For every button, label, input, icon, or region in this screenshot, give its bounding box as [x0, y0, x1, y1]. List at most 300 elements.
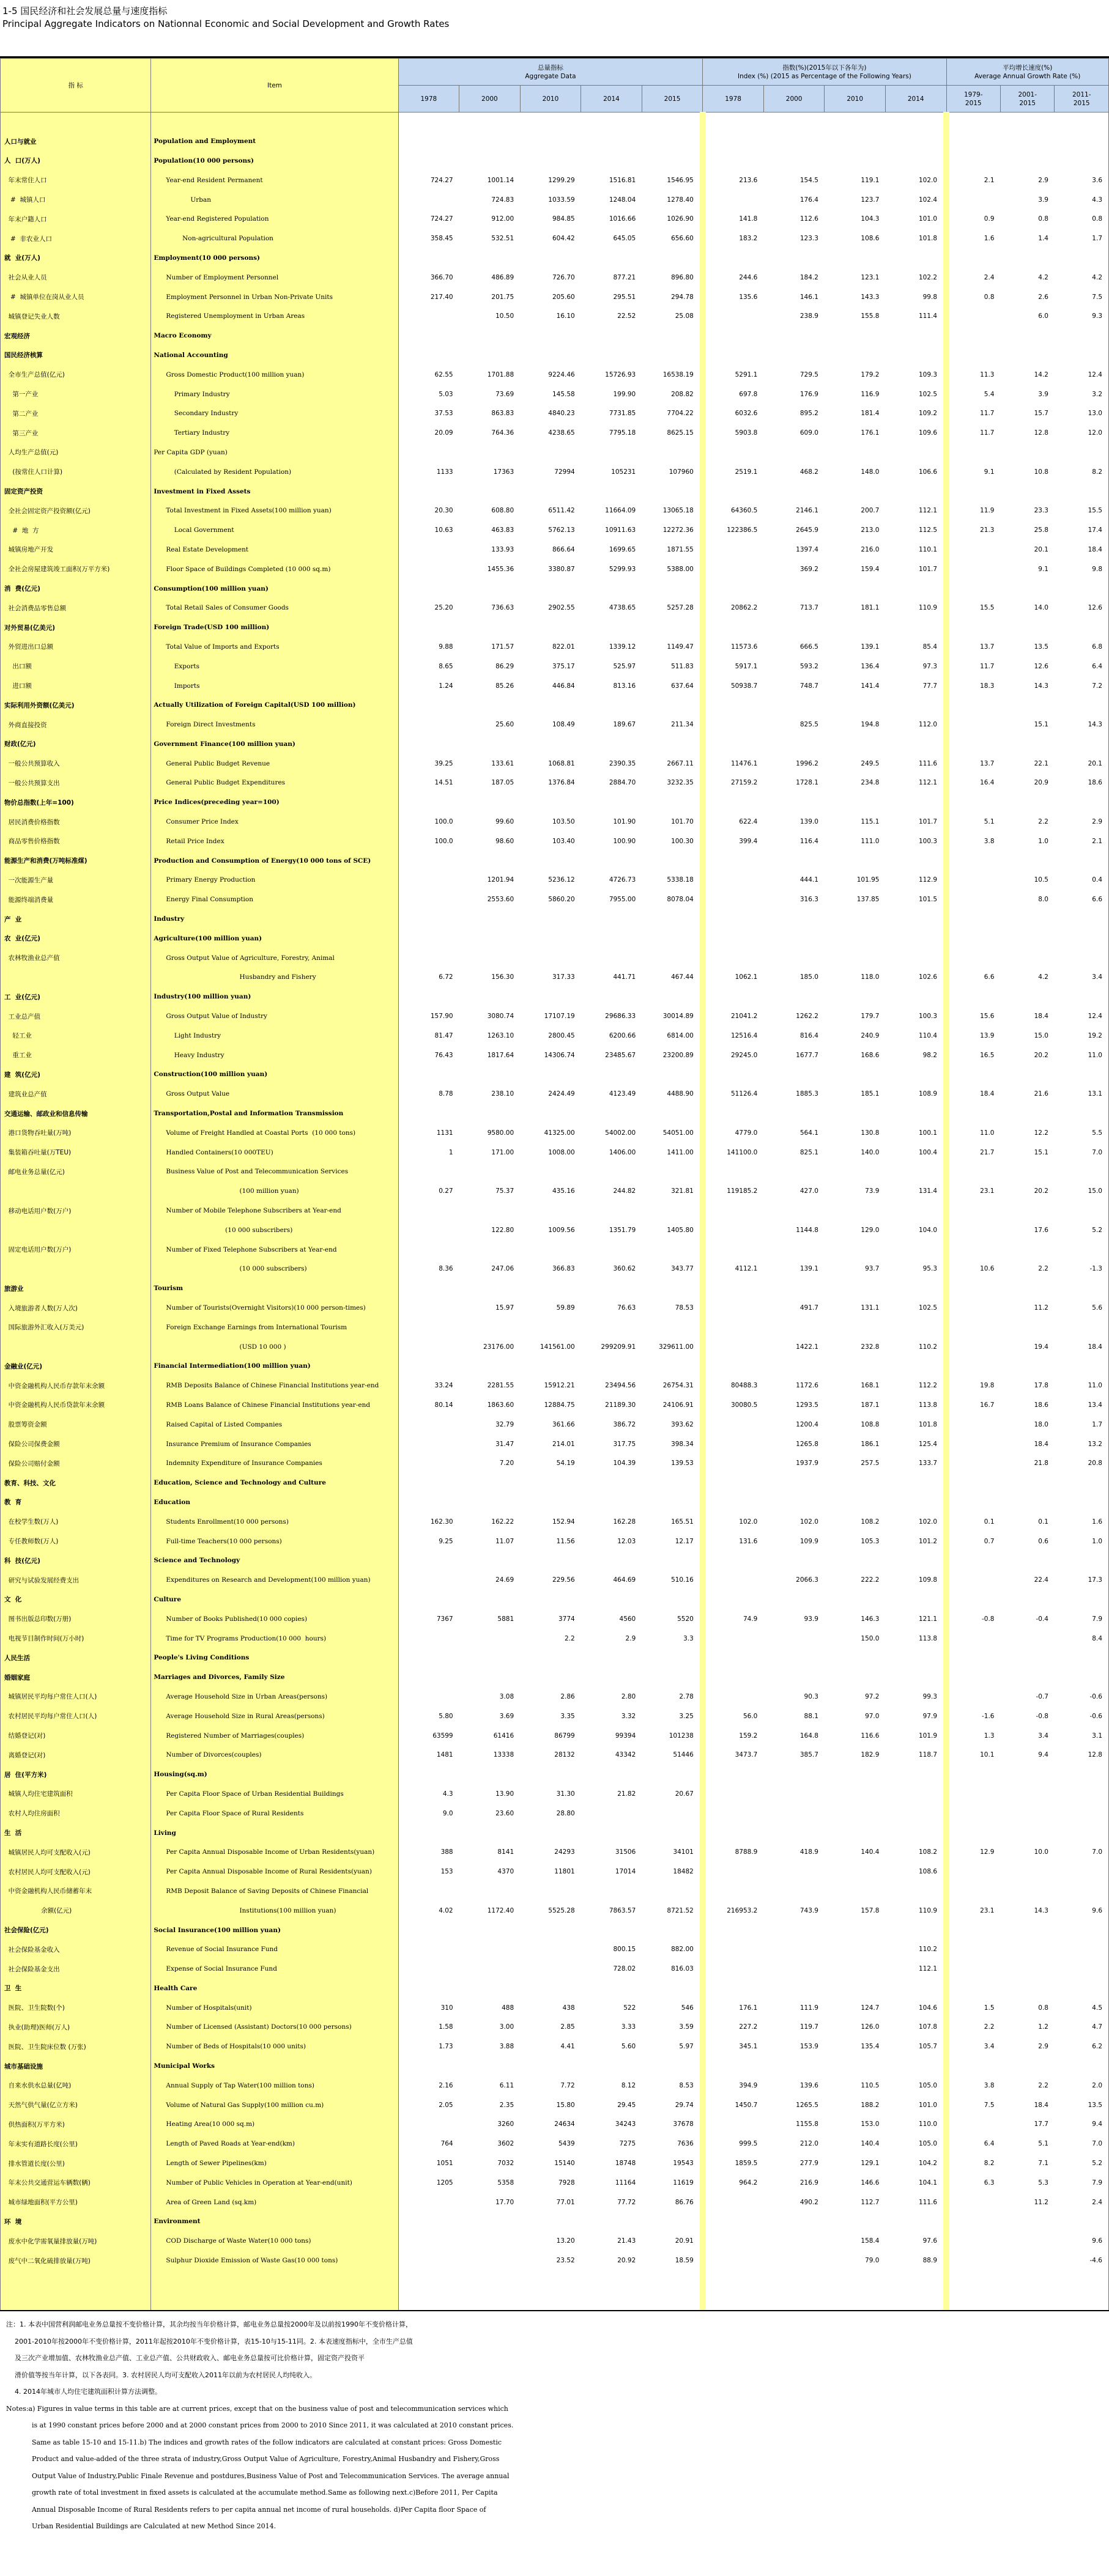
- value-cell: 2066.3: [763, 1570, 825, 1590]
- value-cell: 656.60: [642, 229, 703, 248]
- value-cell: [520, 948, 581, 968]
- value-cell: [398, 1298, 459, 1318]
- indicator-label-en: Urban: [151, 190, 398, 210]
- value-cell: [703, 929, 764, 948]
- value-cell: [1055, 851, 1109, 871]
- value-cell: 5525.28: [520, 1901, 581, 1921]
- value-cell: 95.3: [885, 1260, 946, 1279]
- value-cell: 1155.8: [763, 2115, 825, 2135]
- value-cell: 139.1: [763, 1260, 825, 1279]
- value-cell: [1055, 1357, 1109, 1376]
- value-cell: [459, 618, 521, 637]
- table-row: [1, 1123, 1109, 1143]
- value-cell: 182.9: [825, 1745, 886, 1765]
- value-cell: 18.4: [946, 1084, 1000, 1104]
- value-cell: 29.74: [642, 2095, 703, 2115]
- indicator-label-en: Non-agricultural Population: [151, 229, 398, 248]
- value-cell: 532.51: [459, 229, 521, 248]
- table-row: [1, 1181, 1109, 1201]
- value-cell: [520, 1939, 581, 1959]
- year-header: 2000: [459, 86, 521, 113]
- value-cell: 249.5: [825, 754, 886, 773]
- value-cell: 21.43: [581, 2231, 642, 2251]
- value-cell: 3.4: [946, 2037, 1000, 2056]
- indicator-label-en: Number of Public Vehicles in Operation at Year-end(unit): [151, 2173, 398, 2193]
- table-title-en: Principal Aggregate Indicators on Nationnal Economic and Social Development and Growth Rates: [2, 18, 450, 29]
- indicator-label-zh: 重工业: [1, 1046, 151, 1065]
- value-cell: [581, 248, 642, 268]
- value-cell: 194.8: [825, 715, 886, 734]
- value-cell: 108.2: [885, 1842, 946, 1862]
- indicator-label-en: Gross Output Value of Industry: [151, 1006, 398, 1026]
- indicator-label-en: Business Value of Post and Telecommunication Services: [151, 1162, 398, 1182]
- value-cell: [946, 1648, 1000, 1667]
- value-cell: 4.3: [398, 1784, 459, 1804]
- value-cell: 9.3: [1055, 306, 1109, 326]
- value-cell: [1055, 345, 1109, 365]
- value-cell: 1397.4: [763, 540, 825, 559]
- value-cell: 244.82: [581, 1181, 642, 1201]
- value-cell: [946, 1357, 1000, 1376]
- value-cell: [581, 929, 642, 948]
- table-row: [1, 1260, 1109, 1279]
- value-cell: 116.9: [825, 385, 886, 404]
- value-cell: 176.4: [763, 190, 825, 210]
- value-cell: 1701.88: [459, 365, 521, 385]
- value-cell: 1411.00: [642, 1143, 703, 1162]
- value-cell: [1055, 695, 1109, 715]
- value-cell: 3.88: [459, 2037, 521, 2056]
- value-cell: [520, 1473, 581, 1493]
- value-cell: 7.72: [520, 2076, 581, 2095]
- value-cell: 4.2: [1001, 968, 1055, 987]
- indicator-label-en: RMB Loans Balance of Chinese Financial Institutions year-end: [151, 1395, 398, 1415]
- value-cell: [642, 1201, 703, 1220]
- value-cell: 154.5: [763, 171, 825, 190]
- value-cell: 522: [581, 1998, 642, 2018]
- value-cell: 1008.00: [520, 1143, 581, 1162]
- value-cell: [520, 1065, 581, 1085]
- value-cell: 8.12: [581, 2076, 642, 2095]
- indicator-label-en: Average Household Size in Urban Areas(persons): [151, 1687, 398, 1707]
- value-cell: 724.27: [398, 171, 459, 190]
- indicator-label-en: Energy Final Consumption: [151, 890, 398, 909]
- value-cell: 212.0: [763, 2134, 825, 2153]
- value-cell: [398, 734, 459, 754]
- indicator-label-en: Full-time Teachers(10 000 persons): [151, 1532, 398, 1551]
- indicator-label-en: Gross Domestic Product(100 million yuan): [151, 365, 398, 385]
- value-cell: 156.30: [459, 968, 521, 987]
- value-cell: [885, 1201, 946, 1220]
- table-row: [1, 657, 1109, 676]
- value-cell: [459, 1629, 521, 1648]
- value-cell: [1001, 1279, 1055, 1298]
- value-cell: 137.85: [825, 890, 886, 909]
- value-cell: [825, 792, 886, 812]
- table-title-zh: 1-5 国民经济和社会发展总量与速度指标: [2, 6, 168, 17]
- value-cell: [763, 695, 825, 715]
- table-row: [1, 871, 1109, 890]
- item-en-header: Item: [151, 59, 398, 113]
- value-cell: 112.1: [885, 501, 946, 520]
- value-cell: 15.5: [1055, 501, 1109, 520]
- indicator-label-zh: 金融业(亿元): [1, 1357, 151, 1376]
- value-cell: 295.51: [581, 287, 642, 307]
- value-cell: [885, 248, 946, 268]
- table-row: [1, 1842, 1109, 1862]
- value-cell: [946, 113, 1000, 132]
- value-cell: 343.77: [642, 1260, 703, 1279]
- value-cell: 2.9: [1001, 171, 1055, 190]
- value-cell: 99.3: [885, 1687, 946, 1707]
- value-cell: [581, 948, 642, 968]
- table-row: [1, 2115, 1109, 2135]
- value-cell: [1055, 1162, 1109, 1182]
- value-cell: 20.91: [642, 2231, 703, 2251]
- value-cell: 5.6: [1055, 1298, 1109, 1318]
- value-cell: [1001, 1784, 1055, 1804]
- indicator-label-zh: 旅游业: [1, 1279, 151, 1298]
- value-cell: [1055, 1279, 1109, 1298]
- value-cell: 22.4: [1001, 1570, 1055, 1590]
- indicator-label-zh: 人口与就业: [1, 131, 151, 151]
- indicator-label-en: Secondary Industry: [151, 404, 398, 423]
- table-row: [1, 734, 1109, 754]
- value-cell: [763, 987, 825, 1006]
- value-cell: 13.7: [946, 637, 1000, 657]
- value-cell: 7.0: [1055, 1842, 1109, 1862]
- indicator-label-en: Housing(sq.m): [151, 1765, 398, 1784]
- value-cell: [459, 579, 521, 599]
- value-cell: 1871.55: [642, 540, 703, 559]
- value-cell: [642, 1473, 703, 1493]
- value-cell: [763, 1939, 825, 1959]
- value-cell: 1351.79: [581, 1220, 642, 1240]
- value-cell: [825, 1240, 886, 1260]
- indicator-label-en: Primary Energy Production: [151, 871, 398, 890]
- value-cell: 17014: [581, 1862, 642, 1881]
- value-cell: 217.40: [398, 287, 459, 307]
- value-cell: 59.89: [520, 1298, 581, 1318]
- value-cell: [703, 1551, 764, 1570]
- value-cell: 5.5: [1055, 1123, 1109, 1143]
- value-cell: [825, 1065, 886, 1085]
- indicator-label-zh: 中资金融机构人民币储蓄年末: [1, 1881, 151, 1901]
- value-cell: [763, 1959, 825, 1979]
- value-cell: 64360.5: [703, 501, 764, 520]
- value-cell: [703, 2231, 764, 2251]
- value-cell: 21.7: [946, 1143, 1000, 1162]
- value-cell: 12.6: [1001, 657, 1055, 676]
- value-cell: [581, 2212, 642, 2232]
- value-cell: 77.7: [885, 676, 946, 696]
- value-cell: 361.66: [520, 1415, 581, 1434]
- value-cell: 1.7: [1055, 229, 1109, 248]
- value-cell: 101.90: [581, 812, 642, 832]
- value-cell: 25.20: [398, 598, 459, 618]
- indicator-label-zh: 出口额: [1, 657, 151, 676]
- table-row: [1, 1104, 1109, 1123]
- table-row: [1, 851, 1109, 871]
- value-cell: [825, 131, 886, 151]
- value-cell: [581, 1201, 642, 1220]
- value-cell: 316.3: [763, 890, 825, 909]
- value-cell: [1001, 482, 1055, 501]
- value-cell: [1001, 113, 1055, 132]
- table-row: [1, 2212, 1109, 2232]
- value-cell: [703, 1104, 764, 1123]
- value-cell: [398, 1201, 459, 1220]
- value-cell: [459, 929, 521, 948]
- value-cell: 157.8: [825, 1901, 886, 1921]
- value-cell: [520, 326, 581, 345]
- value-cell: 29.45: [581, 2095, 642, 2115]
- value-cell: [1055, 151, 1109, 171]
- value-cell: 345.1: [703, 2037, 764, 2056]
- footnote-line-zh: 注：1. 本表中国营利润邮电业务总量按不变价格计算，其余均按当年价格计算，邮电业务总量按2000年及以前按1990年不变价格计算，: [6, 2320, 412, 2328]
- value-cell: [703, 734, 764, 754]
- value-cell: 441.71: [581, 968, 642, 987]
- value-cell: 2884.70: [581, 773, 642, 793]
- indicator-label-en: Employment(10 000 persons): [151, 248, 398, 268]
- value-cell: 877.21: [581, 268, 642, 287]
- table-row: [1, 385, 1109, 404]
- value-cell: [885, 1551, 946, 1570]
- value-cell: [703, 2270, 764, 2290]
- value-cell: -0.8: [1001, 1707, 1055, 1726]
- value-cell: [946, 1629, 1000, 1648]
- value-cell: 23.1: [946, 1181, 1000, 1201]
- value-cell: 9.1: [946, 462, 1000, 482]
- table-row: [1, 229, 1109, 248]
- value-cell: 8.2: [1055, 462, 1109, 482]
- value-cell: [1055, 1959, 1109, 1979]
- value-cell: [459, 1667, 521, 1687]
- value-cell: [642, 1590, 703, 1609]
- indicator-label-zh: [1, 2270, 151, 2290]
- value-cell: [703, 1240, 764, 1260]
- value-cell: -0.8: [946, 1609, 1000, 1629]
- value-cell: [581, 2290, 642, 2310]
- value-cell: 98.2: [885, 1046, 946, 1065]
- value-cell: [581, 1921, 642, 1940]
- table-row: [1, 1998, 1109, 2018]
- value-cell: 109.2: [885, 404, 946, 423]
- value-cell: 666.5: [763, 637, 825, 657]
- value-cell: [946, 1667, 1000, 1687]
- value-cell: 724.27: [398, 209, 459, 229]
- value-cell: [946, 1784, 1000, 1804]
- value-cell: [825, 1473, 886, 1493]
- value-cell: 216.9: [763, 2173, 825, 2193]
- value-cell: 3602: [459, 2134, 521, 2153]
- table-row: [1, 715, 1109, 734]
- indicator-label-en: Number of Hospitals(unit): [151, 1998, 398, 2018]
- value-cell: 123.3: [763, 229, 825, 248]
- value-cell: [642, 1551, 703, 1570]
- value-cell: [703, 1493, 764, 1512]
- value-cell: 358.45: [398, 229, 459, 248]
- value-cell: 20862.2: [703, 598, 764, 618]
- value-cell: [642, 1921, 703, 1940]
- value-cell: [885, 1318, 946, 1337]
- indicator-label-en: (10 000 subscribers): [151, 1220, 398, 1240]
- value-cell: 468.2: [763, 462, 825, 482]
- value-cell: 31506: [581, 1842, 642, 1862]
- value-cell: 100.30: [642, 832, 703, 851]
- value-cell: [520, 909, 581, 929]
- value-cell: [763, 579, 825, 599]
- value-cell: 15140: [520, 2153, 581, 2173]
- indicator-label-zh: 能源生产和消费(万吨标准煤): [1, 851, 151, 871]
- value-cell: [398, 2056, 459, 2076]
- value-cell: [703, 2056, 764, 2076]
- value-cell: [398, 1921, 459, 1940]
- value-cell: [398, 345, 459, 365]
- value-cell: [398, 1220, 459, 1240]
- value-cell: 2.2: [946, 2018, 1000, 2037]
- value-cell: [642, 326, 703, 345]
- table-row: [1, 520, 1109, 540]
- value-cell: 6200.66: [581, 1026, 642, 1046]
- value-cell: 3.8: [946, 832, 1000, 851]
- value-cell: 116.4: [763, 832, 825, 851]
- value-cell: [825, 1279, 886, 1298]
- table-row: [1, 482, 1109, 501]
- table-row: [1, 1590, 1109, 1609]
- value-cell: [885, 326, 946, 345]
- value-cell: [459, 482, 521, 501]
- value-cell: 2.2: [1001, 812, 1055, 832]
- value-cell: [581, 345, 642, 365]
- value-cell: [1055, 1201, 1109, 1220]
- value-cell: 164.8: [763, 1726, 825, 1746]
- indicator-label-zh: 城镇登记失业人数: [1, 306, 151, 326]
- value-cell: [398, 792, 459, 812]
- indicator-label-zh: 电视节目制作时间(万小时): [1, 1629, 151, 1648]
- table-row: [1, 1376, 1109, 1395]
- value-cell: [398, 1939, 459, 1959]
- indicator-label-en: Actually Utilization of Foreign Capital(USD 100 million): [151, 695, 398, 715]
- value-cell: 101.5: [885, 890, 946, 909]
- value-cell: 13338: [459, 1745, 521, 1765]
- table-row: [1, 1921, 1109, 1940]
- indicator-label-en: Foreign Direct Investments: [151, 715, 398, 734]
- value-cell: [642, 482, 703, 501]
- value-cell: 100.90: [581, 832, 642, 851]
- value-cell: 609.0: [763, 423, 825, 443]
- value-cell: [520, 1357, 581, 1376]
- value-cell: 4.2: [1055, 268, 1109, 287]
- growth-zh: 平均增长速度(%): [1003, 64, 1053, 72]
- footnotes: [6, 2316, 1101, 2535]
- value-cell: 188.2: [825, 2095, 886, 2115]
- value-cell: [642, 1823, 703, 1843]
- indicator-label-en: Area of Green Land (sq.km): [151, 2193, 398, 2212]
- value-cell: 186.1: [825, 1434, 886, 1454]
- value-cell: 181.1: [825, 598, 886, 618]
- value-cell: 1.7: [1055, 1415, 1109, 1434]
- value-cell: [763, 2212, 825, 2232]
- value-cell: [703, 1473, 764, 1493]
- indicator-label-zh: 产 业: [1, 909, 151, 929]
- value-cell: 86.76: [642, 2193, 703, 2212]
- value-cell: 28.80: [520, 1804, 581, 1823]
- value-cell: [398, 1493, 459, 1512]
- value-cell: 10.0: [1001, 1842, 1055, 1862]
- value-cell: [398, 1240, 459, 1260]
- value-cell: 13.2: [1055, 1434, 1109, 1454]
- value-cell: [642, 2290, 703, 2310]
- value-cell: 18.4: [1055, 1337, 1109, 1357]
- indicator-label-en: Indemnity Expenditure of Insurance Companies: [151, 1453, 398, 1473]
- value-cell: [703, 1959, 764, 1979]
- value-cell: 2519.1: [703, 462, 764, 482]
- value-cell: 2.78: [642, 1687, 703, 1707]
- value-cell: 9.4: [1055, 2115, 1109, 2135]
- data-table-sheet: [0, 56, 1109, 2311]
- value-cell: 75.37: [459, 1181, 521, 1201]
- value-cell: [946, 1765, 1000, 1784]
- value-cell: 17.70: [459, 2193, 521, 2212]
- value-cell: 7.9: [1055, 2173, 1109, 2193]
- table-row: [1, 2153, 1109, 2173]
- value-cell: 7.2: [1055, 676, 1109, 696]
- value-cell: 39.25: [398, 754, 459, 773]
- indicator-label-zh: 建筑业总产值: [1, 1084, 151, 1104]
- value-cell: 15.1: [1001, 715, 1055, 734]
- value-cell: 102.0: [703, 1512, 764, 1532]
- value-cell: [703, 909, 764, 929]
- value-cell: [946, 1201, 1000, 1220]
- indicator-label-en: Science and Technology: [151, 1551, 398, 1570]
- value-cell: 2553.60: [459, 890, 521, 909]
- indicator-label-zh: [1, 1181, 151, 1201]
- value-cell: [825, 1881, 886, 1901]
- table-row: [1, 792, 1109, 812]
- value-cell: [398, 1667, 459, 1687]
- value-cell: [1055, 1240, 1109, 1260]
- value-cell: 310: [398, 1998, 459, 2018]
- indicator-label-zh: 研究与试验发展经费支出: [1, 1570, 151, 1590]
- value-cell: 2390.35: [581, 754, 642, 773]
- value-cell: [1001, 1804, 1055, 1823]
- value-cell: 14.3: [1001, 676, 1055, 696]
- value-cell: [581, 987, 642, 1006]
- value-cell: 15.80: [520, 2095, 581, 2115]
- value-cell: 2667.11: [642, 754, 703, 773]
- indicator-label-en: Expense of Social Insurance Fund: [151, 1959, 398, 1979]
- value-cell: [398, 579, 459, 599]
- value-cell: [1055, 1667, 1109, 1687]
- value-cell: 104.0: [885, 1220, 946, 1240]
- value-cell: 816.4: [763, 1026, 825, 1046]
- table-row: [1, 598, 1109, 618]
- indicator-label-en: Municipal Works: [151, 2056, 398, 2076]
- value-cell: 736.63: [459, 598, 521, 618]
- indicator-label-en: Husbandry and Fishery: [151, 968, 398, 987]
- value-cell: [1001, 851, 1055, 871]
- table-row: [1, 1784, 1109, 1804]
- indicator-label-zh: 进口额: [1, 676, 151, 696]
- value-cell: [1055, 1590, 1109, 1609]
- value-cell: 21189.30: [581, 1395, 642, 1415]
- value-cell: 1.58: [398, 2018, 459, 2037]
- value-cell: 1677.7: [763, 1046, 825, 1065]
- indicator-label-zh: 文 化: [1, 1590, 151, 1609]
- value-cell: 1205: [398, 2173, 459, 2193]
- value-cell: [581, 113, 642, 132]
